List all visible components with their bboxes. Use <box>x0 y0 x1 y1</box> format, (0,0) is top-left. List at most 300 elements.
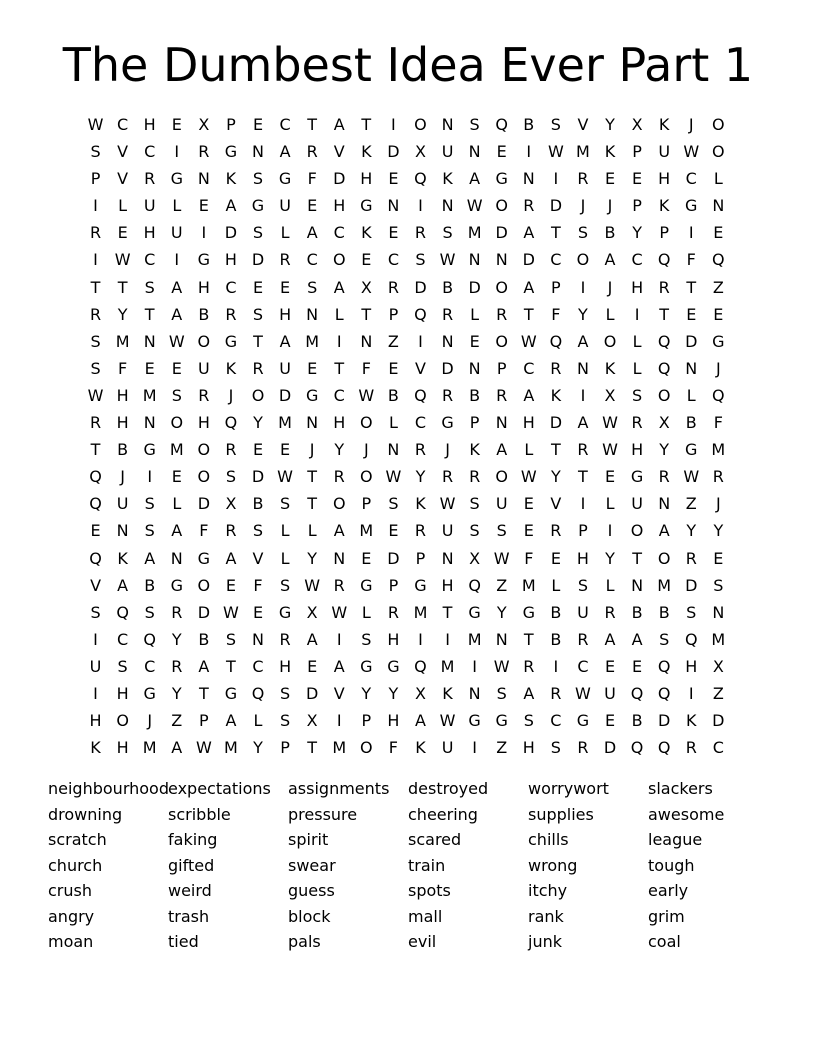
grid-letter: M <box>115 331 130 351</box>
grid-letter: U <box>631 494 643 514</box>
grid-letter: C <box>550 250 562 270</box>
grid-letter: X <box>414 142 426 162</box>
grid-letter: T <box>307 494 318 514</box>
word-list-item: swear <box>288 855 336 875</box>
grid-letter: H <box>658 169 671 189</box>
grid-letter: E <box>713 304 724 324</box>
grid-letter: F <box>118 358 128 378</box>
grid-letter: Y <box>605 115 615 134</box>
grid-letter: G <box>495 169 508 189</box>
grid-letter: G <box>387 656 400 676</box>
grid-letter: R <box>550 358 562 378</box>
grid-letter: M <box>142 738 157 758</box>
grid-letter: V <box>333 683 345 703</box>
grid-letter: W <box>223 602 239 622</box>
grid-letter: T <box>686 277 697 297</box>
grid-letter: A <box>171 738 183 758</box>
grid-letter: K <box>658 196 670 216</box>
grid-letter: Q <box>414 385 427 405</box>
grid-letter: S <box>252 521 264 541</box>
grid-letter: T <box>307 467 318 487</box>
grid-letter: N <box>468 358 481 378</box>
word-list-item: supplies <box>528 804 594 824</box>
grid-letter: A <box>523 385 535 405</box>
grid-letter: C <box>523 358 535 378</box>
grid-letter: S <box>469 115 480 134</box>
grid-letter: U <box>604 683 616 703</box>
grid-letter: E <box>388 223 399 243</box>
grid-letter: N <box>170 548 183 568</box>
grid-letter: S <box>90 358 101 378</box>
grid-letter: T <box>117 277 128 297</box>
grid-letter: O <box>360 467 373 487</box>
grid-letter: Z <box>496 738 508 758</box>
grid-letter: N <box>468 142 481 162</box>
grid-letter: C <box>712 738 724 758</box>
word-list-item: scribble <box>168 804 231 824</box>
grid-letter: E <box>117 223 128 243</box>
grid-letter: S <box>280 575 291 595</box>
grid-letter: G <box>170 575 183 595</box>
grid-letter: P <box>551 277 561 297</box>
grid-letter: N <box>658 494 671 514</box>
grid-letter: R <box>279 629 291 649</box>
grid-letter: Y <box>659 440 670 460</box>
grid-letter: Y <box>550 467 561 487</box>
grid-letter: G <box>685 440 698 460</box>
grid-letter: C <box>577 656 589 676</box>
grid-letter: R <box>225 304 237 324</box>
grid-letter: G <box>360 575 373 595</box>
grid-letter: L <box>118 196 128 216</box>
word-list-item: itchy <box>528 881 568 900</box>
grid-letter: F <box>199 521 209 541</box>
grid-letter: D <box>712 711 725 731</box>
grid-letter: A <box>333 115 345 134</box>
grid-letter: C <box>306 250 318 270</box>
grid-letter: I <box>472 738 477 758</box>
grid-letter: O <box>495 331 508 351</box>
grid-letter: L <box>605 575 615 595</box>
grid-letter: Q <box>116 602 129 622</box>
grid-letter: D <box>658 711 671 731</box>
grid-letter: Q <box>549 331 563 351</box>
grid-letter: E <box>307 656 318 676</box>
grid-letter: S <box>144 494 155 514</box>
grid-letter: E <box>523 521 534 541</box>
grid-letter: T <box>361 304 372 324</box>
grid-letter: Y <box>307 548 318 568</box>
grid-letter: G <box>224 331 238 351</box>
grid-letter: R <box>144 169 156 189</box>
grid-letter: I <box>174 250 180 270</box>
grid-letter: A <box>225 711 237 731</box>
grid-letter: W <box>331 602 348 622</box>
grid-letter: H <box>441 575 454 595</box>
grid-letter: N <box>387 440 400 460</box>
grid-letter: R <box>306 142 318 162</box>
grid-letter: C <box>225 277 237 297</box>
grid-letter: A <box>306 223 318 243</box>
grid-letter: U <box>441 738 454 758</box>
grid-letter: O <box>712 115 725 134</box>
grid-letter: O <box>197 467 211 487</box>
grid-letter: D <box>522 250 535 270</box>
word-list-item: drowning <box>48 804 123 824</box>
grid-letter: M <box>413 602 428 622</box>
grid-letter: P <box>388 575 399 595</box>
word-list-item: spots <box>408 881 451 900</box>
grid-letter: Q <box>414 304 427 324</box>
grid-letter: N <box>495 629 508 649</box>
grid-letter: A <box>469 169 481 189</box>
grid-letter: K <box>604 358 616 378</box>
grid-letter: D <box>495 223 508 243</box>
grid-letter: A <box>523 277 535 297</box>
grid-letter: D <box>224 223 238 243</box>
grid-letter: E <box>144 358 155 378</box>
word-list-item: league <box>648 830 703 849</box>
grid-letter: S <box>307 277 318 297</box>
grid-letter: Y <box>361 683 372 703</box>
grid-letter: R <box>604 602 616 622</box>
grid-letter: Y <box>496 602 507 622</box>
grid-letter: T <box>307 115 318 134</box>
grid-letter: B <box>631 711 643 731</box>
page-title: The Dumbest Idea Ever Part 1 <box>62 38 754 92</box>
grid-letter: A <box>523 223 535 243</box>
grid-letter: B <box>550 629 562 649</box>
grid-letter: L <box>172 196 182 216</box>
grid-letter: W <box>493 548 510 568</box>
grid-letter: J <box>607 277 613 297</box>
grid-letter: T <box>361 115 372 134</box>
word-list-item: assignments <box>288 779 390 798</box>
grid-letter: O <box>657 548 671 568</box>
grid-letter: J <box>147 711 153 731</box>
grid-letter: H <box>279 304 292 324</box>
grid-letter: E <box>388 521 399 541</box>
grid-letter: M <box>278 413 292 433</box>
grid-letter: Q <box>684 629 698 649</box>
word-list-item: rank <box>528 906 564 926</box>
grid-letter: S <box>117 656 128 676</box>
grid-letter: Q <box>414 656 427 676</box>
grid-letter: G <box>170 169 183 189</box>
grid-letter: R <box>414 223 427 243</box>
grid-letter: H <box>197 277 210 297</box>
grid-letter: N <box>143 413 156 433</box>
grid-letter: T <box>253 331 263 351</box>
grid-letter: I <box>93 629 98 649</box>
grid-letter: S <box>361 629 372 649</box>
grid-letter: C <box>333 385 345 405</box>
grid-letter: F <box>551 304 561 324</box>
grid-letter: O <box>197 331 211 351</box>
grid-letter: P <box>361 494 372 514</box>
word-list-item: faking <box>168 830 218 849</box>
grid-letter: O <box>712 142 725 162</box>
grid-letter: T <box>144 304 155 324</box>
grid-letter: C <box>279 115 291 134</box>
grid-letter: E <box>713 548 724 568</box>
word-list-item: scared <box>408 830 462 849</box>
grid-letter: H <box>360 169 373 189</box>
grid-letter: B <box>117 440 129 460</box>
word-list-item: gifted <box>168 855 215 875</box>
grid-letter: S <box>90 331 101 351</box>
grid-letter: A <box>225 548 237 568</box>
grid-letter: I <box>93 250 98 270</box>
grid-letter: O <box>116 711 129 731</box>
grid-letter: H <box>224 250 237 270</box>
grid-letter: G <box>576 711 590 731</box>
grid-letter: D <box>197 494 211 514</box>
grid-letter: A <box>523 683 535 703</box>
grid-letter: S <box>686 602 697 622</box>
grid-letter: M <box>711 629 726 649</box>
grid-letter: E <box>252 440 264 460</box>
grid-letter: Q <box>657 683 671 703</box>
grid-letter: N <box>631 575 644 595</box>
grid-letter: E <box>252 277 264 297</box>
grid-letter: R <box>577 629 589 649</box>
grid-letter: I <box>553 169 559 189</box>
grid-letter: C <box>144 142 156 162</box>
grid-letter: R <box>279 250 291 270</box>
grid-letter: S <box>550 738 561 758</box>
grid-letter: Z <box>171 711 183 731</box>
grid-letter: G <box>224 683 238 703</box>
grid-letter: D <box>333 169 346 189</box>
grid-letter: D <box>251 250 265 270</box>
grid-letter: W <box>683 467 700 487</box>
grid-letter: I <box>634 304 640 324</box>
grid-letter: G <box>224 142 238 162</box>
grid-letter: Y <box>713 521 724 541</box>
grid-letter: Y <box>117 304 128 324</box>
grid-letter: H <box>333 413 346 433</box>
grid-letter: G <box>630 467 644 487</box>
grid-letter: N <box>306 413 319 433</box>
grid-letter: R <box>712 467 724 487</box>
grid-letter: M <box>169 440 184 460</box>
letter-grid <box>82 111 732 761</box>
grid-letter: E <box>686 304 697 324</box>
grid-letter: U <box>116 494 129 514</box>
grid-letter: O <box>360 413 373 433</box>
grid-letter: Y <box>632 223 642 243</box>
grid-letter: C <box>144 250 156 270</box>
grid-letter: I <box>418 331 423 351</box>
grid-letter: S <box>632 385 643 405</box>
grid-letter: T <box>334 358 345 378</box>
grid-letter: S <box>550 115 561 134</box>
grid-letter: R <box>685 738 697 758</box>
grid-letter: W <box>439 250 456 270</box>
grid-letter: S <box>577 575 589 595</box>
grid-letter: E <box>307 358 318 378</box>
grid-letter: L <box>686 385 696 405</box>
grid-letter: H <box>576 548 589 568</box>
word-list-item: spirit <box>288 830 329 849</box>
grid-letter: W <box>520 331 537 351</box>
grid-letter: E <box>604 467 616 487</box>
grid-letter: Q <box>89 467 102 487</box>
grid-letter: K <box>415 494 426 514</box>
grid-letter: L <box>280 521 290 541</box>
grid-letter: C <box>117 115 129 134</box>
grid-letter: G <box>685 196 698 216</box>
word-list-item: expectations <box>168 779 271 798</box>
grid-letter: E <box>171 467 182 487</box>
grid-letter: J <box>607 196 613 216</box>
grid-letter: K <box>361 223 372 243</box>
grid-letter: Y <box>171 683 182 703</box>
grid-letter: T <box>90 277 101 297</box>
grid-letter: U <box>577 602 589 622</box>
grid-letter: S <box>90 142 101 162</box>
grid-letter: Q <box>630 683 644 703</box>
grid-letter: K <box>442 683 453 703</box>
grid-letter: M <box>711 440 726 460</box>
word-list-item: train <box>408 855 446 875</box>
grid-letter: T <box>578 467 588 487</box>
grid-letter: U <box>89 656 102 676</box>
grid-letter: E <box>523 494 534 514</box>
grid-letter: A <box>333 656 345 676</box>
grid-letter: A <box>577 331 589 351</box>
grid-letter: L <box>470 304 480 324</box>
grid-letter: A <box>496 440 508 460</box>
grid-letter: I <box>336 711 342 731</box>
grid-letter: J <box>688 115 694 134</box>
grid-letter: K <box>442 169 453 189</box>
grid-letter: T <box>226 656 236 676</box>
grid-letter: W <box>87 115 104 134</box>
word-list-item: angry <box>48 906 95 926</box>
grid-letter: B <box>550 602 562 622</box>
grid-letter: O <box>197 575 211 595</box>
grid-letter: N <box>712 196 725 216</box>
grid-letter: R <box>198 385 210 405</box>
grid-letter: C <box>387 250 399 270</box>
grid-letter: R <box>441 467 454 487</box>
grid-letter: N <box>495 413 508 433</box>
grid-letter: L <box>605 494 615 514</box>
grid-letter: E <box>171 358 182 378</box>
grid-letter: H <box>197 413 210 433</box>
grid-letter: C <box>144 656 156 676</box>
grid-letter: D <box>685 331 698 351</box>
word-list-item: trash <box>168 906 210 926</box>
grid-letter: T <box>90 440 101 460</box>
grid-letter: Z <box>496 575 508 595</box>
grid-letter: H <box>89 711 102 731</box>
grid-letter: I <box>688 223 694 243</box>
grid-letter: I <box>147 467 153 487</box>
grid-letter: N <box>197 169 210 189</box>
grid-letter: Z <box>685 494 697 514</box>
grid-letter: S <box>90 602 101 622</box>
grid-letter: W <box>358 385 375 405</box>
grid-letter: L <box>632 358 642 378</box>
grid-letter: T <box>307 738 318 758</box>
grid-letter: W <box>602 413 618 433</box>
grid-letter: E <box>388 169 399 189</box>
grid-letter: E <box>361 548 372 568</box>
grid-letter: A <box>333 277 345 297</box>
grid-letter: Q <box>712 385 725 405</box>
word-list-item: moan <box>48 932 94 951</box>
grid-letter: S <box>469 494 480 514</box>
grid-letter: E <box>90 521 101 541</box>
word-list-item: scratch <box>48 830 107 849</box>
grid-letter: G <box>305 385 319 405</box>
grid-letter: N <box>387 196 400 216</box>
grid-letter: D <box>251 467 265 487</box>
grid-letter: C <box>631 250 643 270</box>
grid-letter: G <box>360 196 373 216</box>
grid-letter: O <box>332 494 346 514</box>
grid-letter: E <box>252 602 264 622</box>
grid-letter: O <box>495 196 508 216</box>
grid-letter: E <box>604 169 616 189</box>
grid-letter: I <box>418 196 423 216</box>
grid-letter: N <box>468 683 481 703</box>
grid-letter: D <box>387 142 400 162</box>
grid-letter: I <box>93 196 98 216</box>
grid-letter: T <box>632 548 642 568</box>
grid-letter: V <box>577 115 589 134</box>
grid-letter: J <box>309 440 315 460</box>
grid-letter: Q <box>657 250 671 270</box>
grid-letter: Y <box>415 467 426 487</box>
grid-letter: Y <box>253 413 263 433</box>
grid-letter: S <box>659 629 670 649</box>
grid-letter: N <box>468 250 481 270</box>
grid-letter: N <box>252 142 264 162</box>
grid-letter: A <box>279 331 291 351</box>
grid-letter: K <box>604 142 616 162</box>
grid-letter: W <box>439 494 456 514</box>
grid-letter: R <box>441 385 454 405</box>
grid-letter: S <box>496 521 507 541</box>
grid-letter: N <box>360 331 373 351</box>
grid-letter: L <box>280 223 290 243</box>
grid-letter: K <box>415 738 426 758</box>
grid-letter: O <box>332 250 346 270</box>
grid-letter: K <box>550 385 562 405</box>
grid-letter: E <box>632 169 643 189</box>
grid-letter: E <box>280 440 291 460</box>
grid-letter: B <box>387 385 399 405</box>
grid-letter: L <box>605 304 615 324</box>
word-list-item: tough <box>648 855 695 875</box>
grid-letter: O <box>197 440 211 460</box>
grid-letter: X <box>712 656 724 676</box>
grid-letter: D <box>414 277 427 297</box>
grid-letter: S <box>144 521 155 541</box>
grid-letter: V <box>333 142 345 162</box>
grid-letter: S <box>388 494 399 514</box>
grid-letter: R <box>225 440 237 460</box>
grid-letter: M <box>467 629 482 649</box>
grid-letter: M <box>142 385 157 405</box>
grid-letter: A <box>306 629 318 649</box>
grid-letter: R <box>89 304 102 324</box>
grid-letter: X <box>631 115 643 134</box>
